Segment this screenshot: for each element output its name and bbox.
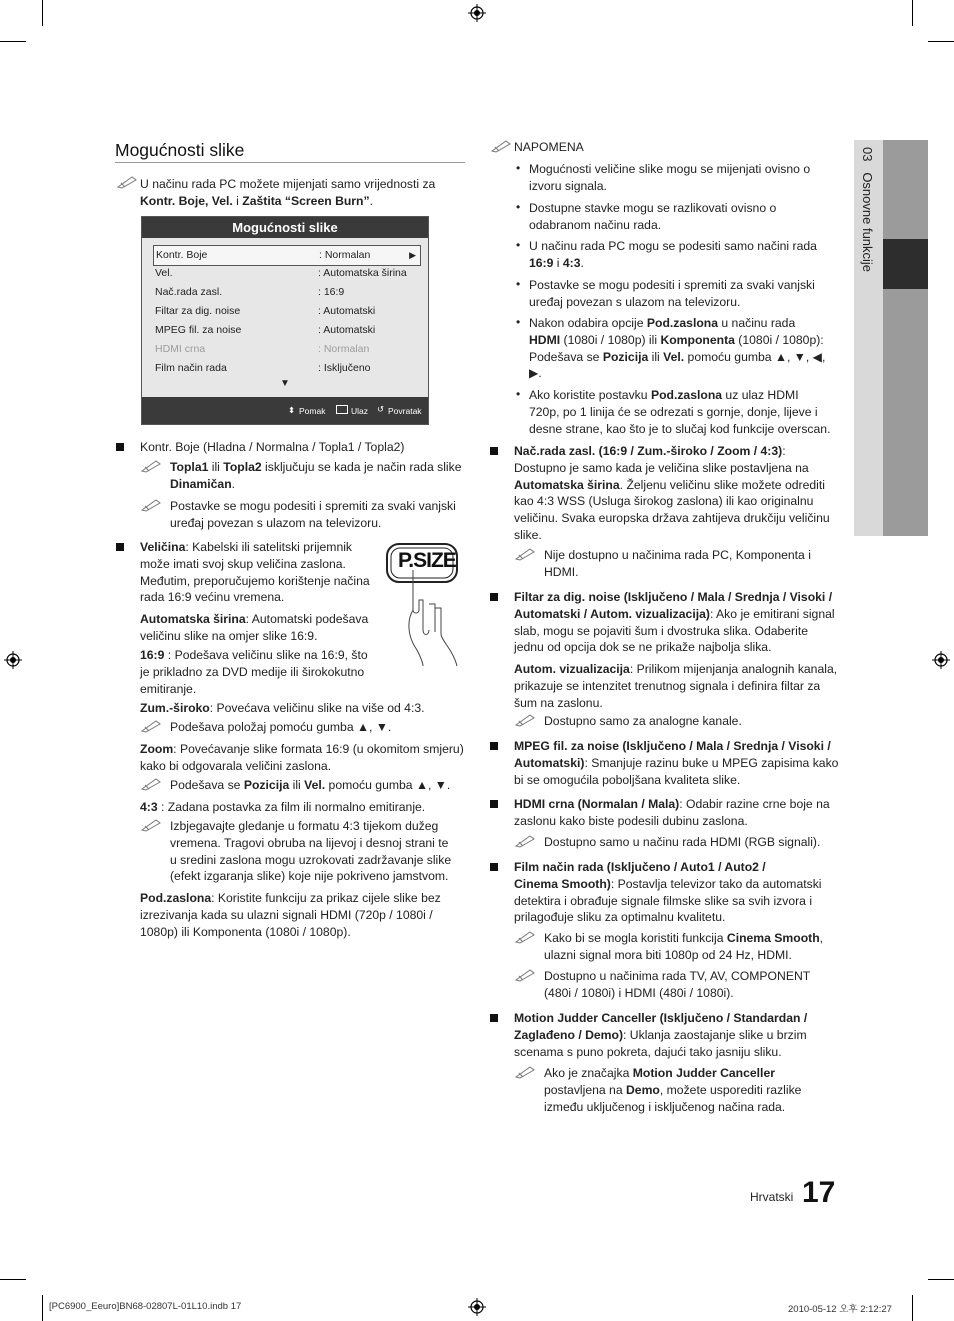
film-nacin-text: Film način rada (Isključeno / Auto1 / Auto2 / Cinema Smooth): Postavlja televizor tako da automatski detektira i obrađuje signale filmske slike sa svih izvora i prilagođuje sliku za optimalnu kvalitetu. — [514, 860, 822, 925]
note-pencil-icon — [140, 459, 162, 473]
bullet-square — [490, 800, 498, 808]
bullet-dot: • — [516, 315, 521, 329]
crop-mark — [0, 41, 26, 42]
bullet-square — [116, 543, 124, 551]
note-pencil-icon — [140, 719, 162, 733]
registration-mark-icon — [4, 651, 22, 669]
note-pencil-icon — [514, 713, 536, 727]
automatska-sirina-text: Automatska širina: Automatski podešava veličinu slike na omjer slike 16:9. — [140, 612, 369, 643]
napomena-item-3: U načinu rada PC mogu se podesiti samo načini rada 16:9 i 4:3. — [529, 239, 817, 270]
bullet-square — [490, 863, 498, 871]
crop-mark — [928, 1279, 954, 1280]
film-note-2: Dostupno u načinima rada TV, AV, COMPONENT (480i / 1080i) i HDMI (480i / 1080i). — [544, 969, 811, 1000]
napomena-heading: NAPOMENA — [514, 140, 584, 154]
note-pencil-icon — [514, 547, 536, 561]
note-pencil-icon — [514, 968, 536, 982]
page-title: Mogućnosti slike — [115, 140, 245, 160]
note-pencil-icon — [490, 139, 512, 153]
kontr-note-2: Postavke se mogu podesiti i spremiti za svaki vanjski uređaj povezan s ulazom na televizoru. — [170, 499, 456, 530]
bullet-square — [490, 593, 498, 601]
side-tab-band — [883, 140, 928, 536]
menu-row-nac-rada[interactable]: Nač.rada zasl. : 16:9 — [155, 286, 345, 298]
menu-row-film[interactable]: Film način rada : Isključeno — [155, 362, 371, 374]
bullet-dot: • — [516, 387, 521, 401]
ratio-43-note: Izbjegavajte gledanje u formatu 4:3 tijekom dužeg vremena. Tragovi obruba na lijevoj i desnoj strani te u sredini zaslona mogu uzrokovati zadržavanje slike (efekt izgaranja slike) koje nije pokriveno jamstvom. — [170, 819, 452, 884]
napomena-item-5: Nakon odabira opcije Pod.zaslona u načinu rada HDMI (1080i / 1080p) ili Komponenta (1080i / 1080p): Podešava se Pozicija ili Vel. pomoću gumba ▲, ▼, ◀, ▶. — [529, 316, 826, 381]
print-footer-date: 2010-05-12 오후 2:12:27 — [788, 1304, 892, 1315]
osd-menu — [141, 216, 429, 425]
print-footer-file: [PC6900_Eeuro]BN68-02807L-01L10.indb 17 — [49, 1301, 242, 1312]
side-tab-marker — [883, 239, 928, 289]
scroll-down-icon[interactable]: ▼ — [280, 378, 290, 389]
crop-mark — [0, 1279, 26, 1280]
registration-mark-icon — [932, 651, 950, 669]
kontr-heading: Kontr. Boje (Hladna / Normalna / Topla1 / Topla2) — [140, 440, 405, 454]
film-note-1: Kako bi se mogla koristiti funkcija Cinema Smooth, ulazni signal mora biti 1080p od 24 Hz, HDMI. — [544, 931, 824, 962]
chapter-label: 03 Osnovne funkcije — [860, 147, 875, 273]
page-number: 17 — [802, 1176, 836, 1209]
napomena-item-4: Postavke se mogu podesiti i spremiti za svaki vanjski uređaj povezan s ulazom na televizoru. — [529, 278, 815, 309]
intro-note: U načinu rada PC možete mijenjati samo vrijednosti za Kontr. Boje, Vel. i Zaštita “Screen Burn”. — [140, 177, 436, 208]
bullet-dot: • — [516, 277, 521, 291]
menu-row-mpeg[interactable]: MPEG fil. za noise : Automatski — [155, 324, 376, 336]
move-icon: ⬍ — [288, 405, 296, 415]
crop-mark — [928, 41, 954, 42]
filtar-note: Dostupno samo za analogne kanale. — [544, 714, 742, 728]
bullet-square — [490, 1014, 498, 1022]
registration-mark-icon — [468, 1298, 486, 1316]
footer-language: Hrvatski — [750, 1190, 794, 1204]
kontr-note-1: Topla1 ili Topla2 isključuju se kada je način rada slike Dinamičan. — [170, 460, 462, 491]
autom-vizualizacija-text: Autom. vizualizacija: Prilikom mijenjanja analognih kanala, prikazuje se intenzitet trenutnog signala i definira filtar za šum na zaslonu. — [514, 662, 838, 710]
hdmi-crna-text: HDMI crna (Normalan / Mala): Odabir razine crne boje na zaslonu kako biste podesili dubinu zaslona. — [514, 797, 830, 828]
zum-siroko-text: Zum.-široko: Povećava veličinu slike na više od 4:3. — [140, 701, 425, 715]
note-pencil-icon — [514, 1065, 536, 1079]
registration-mark-icon — [468, 4, 486, 22]
note-pencil-icon — [514, 930, 536, 944]
menu-row-kontr-boje[interactable]: Kontr. Boje : Normalan ▶ — [153, 245, 421, 266]
note-pencil-icon — [514, 834, 536, 848]
zoom-text: Zoom: Povećavanje slike formata 16:9 (u okomitom smjeru) kako bi odgovarala veličini zaslona. — [140, 742, 464, 773]
mpeg-text: MPEG fil. za noise (Isključeno / Mala / Srednja / Visoki / Automatski): Smanjuje razinu buke u MPEG zapisima kako bi se omogućila poboljšana kvaliteta slike. — [514, 739, 839, 787]
napomena-item-1: Mogućnosti veličine slike mogu se mijenjati ovisno o izvoru signala. — [529, 162, 811, 193]
napomena-item-6: Ako koristite postavku Pod.zaslona uz ulaz HDMI 720p, po 1 linija će se odrezati s gornje, donje, lijeve i desne strane, kao što je to slučaj kod funkcije overscan. — [529, 388, 831, 436]
note-pencil-icon — [140, 498, 162, 512]
note-pencil-icon — [140, 777, 162, 791]
menu-row-filtar[interactable]: Filtar za dig. noise : Automatski — [155, 305, 376, 317]
crop-mark — [912, 0, 913, 26]
ratio-43-text: 4:3 : Zadana postavka za film ili normalno emitiranje. — [140, 800, 426, 814]
nacin-rada-note: Nije dostupno u načinima rada PC, Komponenta i HDMI. — [544, 548, 811, 579]
motion-judder-text: Motion Judder Canceller (Isključeno / Standardan / Zaglađeno / Demo): Uklanja zaostajanje slike u brzim scenama s puno pokreta, dajući tako jasniju sliku. — [514, 1011, 808, 1059]
crop-mark — [912, 1295, 913, 1321]
bullet-square — [490, 447, 498, 455]
menu-footer: ⬍ Pomak Ulaz ↺ Povratak — [142, 397, 428, 424]
crop-mark — [42, 0, 43, 26]
arrow-right-icon: ▶ — [409, 250, 416, 260]
psize-label: P.SIZE — [398, 549, 456, 572]
bullet-dot: • — [516, 200, 521, 214]
bullet-dot: • — [516, 161, 521, 175]
hdmi-crna-note: Dostupno samo u načinu rada HDMI (RGB signali). — [544, 835, 821, 849]
menu-row-hdmi-crna: HDMI crna : Normalan — [155, 343, 370, 355]
note-pencil-icon — [116, 175, 138, 189]
return-icon: ↺ — [377, 404, 385, 414]
motion-judder-note: Ako je značajka Motion Judder Canceller postavljena na Demo, možete usporediti razlike između uključenog i isključenog načina rada. — [544, 1066, 802, 1114]
pod-zaslona-text: Pod.zaslona: Koristite funkciju za prikaz cijele slike bez izrezivanja kada su ulazni signali HDMI (720p / 1080i / 1080p) ili Komponenta (1080i / 1080p). — [140, 891, 441, 939]
napomena-item-2: Dostupne stavke mogu se razlikovati ovisno o odabranom načinu rada. — [529, 201, 777, 232]
zoom-note: Podešava se Pozicija ili Vel. pomoću gumba ▲, ▼. — [170, 778, 451, 792]
bullet-square — [490, 742, 498, 750]
bullet-square — [116, 443, 124, 451]
title-rule — [115, 162, 465, 163]
menu-row-vel[interactable]: Vel. : Automatska širina — [155, 267, 407, 279]
bullet-dot: • — [516, 238, 521, 252]
filtar-text: Filtar za dig. noise (Isključeno / Mala / Srednja / Visoki / Automatski / Autom. vizualizacija): Ako je emitirani signal slab, mogu se pojaviti šum i dvostruka slika. Odaberite jednu od opcija dok se ne prikaže najbolja slika. — [514, 590, 835, 655]
note-pencil-icon — [140, 818, 162, 832]
enter-icon — [336, 405, 348, 414]
velicina-text: Veličina: Kabelski ili satelitski prijemnik može imati svoj skup veličina zaslona. Međutim, preporučujemo korištenje načina rada 16:9 većinu vremena. — [140, 540, 370, 605]
menu-title: Mogućnosti slike — [142, 217, 428, 238]
ratio-169-text: 16:9 : Podešava veličinu slike na 16:9, što je prikladno za DVD medije ili širokokutno emitiranje. — [140, 648, 368, 696]
nacin-rada-text: Nač.rada zasl. (16:9 / Zum.-široko / Zoom / 4:3): Dostupno je samo kada je veličina slike postavljena na Automatska širina. Željenu veličinu slike možete odrediti kao 4:3 WSS (Usluga širokog zaslona) ili kao originalnu veličinu. Svaka europska država zahtijeva drukčiju veličinu slike. — [514, 444, 830, 542]
zum-note: Podešava položaj pomoću gumba ▲, ▼. — [170, 720, 392, 734]
crop-mark — [42, 1295, 43, 1321]
